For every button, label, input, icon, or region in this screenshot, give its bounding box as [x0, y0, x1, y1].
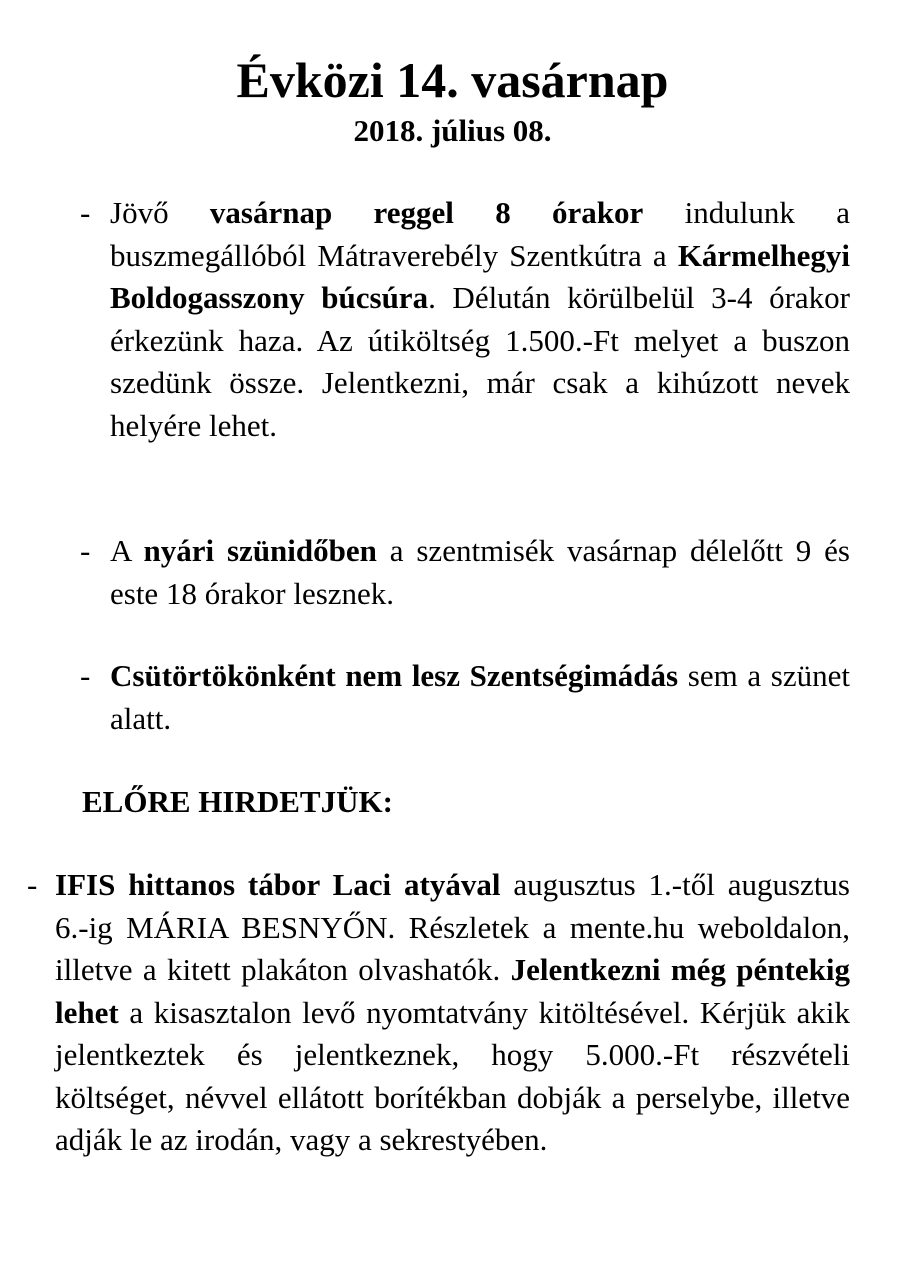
section-heading: ELŐRE HIRDETJÜK:	[82, 784, 393, 819]
announcement-item-youth-camp	[55, 864, 850, 1162]
bullet-dash: -	[27, 867, 38, 902]
page-date: 2018. július 08.	[353, 113, 552, 148]
announcement-item-summer-masses	[110, 530, 850, 615]
bullet-dash: -	[80, 533, 91, 568]
page-title: Évközi 14. vasárnap	[236, 52, 669, 108]
item-text: augusztus 1.-től augusztus 6.-ig MÁRIA BESNYŐN. Részletek a mente.hu weboldalon, illetve a kitett plakáton olvashatók.	[55, 867, 850, 987]
item-text: a kisasztalon levő nyomtatvány kitöltésével. Kérjük akik jelentkeztek és jelentkeznek, hogy 5.000.-Ft részvételi költséget, névvel ellátott borítékban dobják a perselybe, illetve adják le az irodán, vagy a sekrestyében.	[55, 994, 850, 1157]
announcement-item-bus-trip	[110, 192, 850, 447]
item-text: Jövő	[110, 195, 210, 230]
bullet-dash: -	[80, 195, 91, 230]
item-text: sem a szünet alatt.	[110, 658, 850, 736]
item-bold-text: vasárnap reggel 8 órakor	[209, 195, 644, 230]
bullet-dash: -	[80, 658, 91, 693]
item-text: indulunk a buszmegállóból Mátraverebély Szentkútra a	[110, 195, 850, 273]
item-bold-text: IFIS hittanos tábor Laci atyával	[55, 867, 501, 902]
item-text: A	[110, 533, 144, 568]
announcement-item-adoration	[110, 655, 850, 740]
item-bold-text: Csütörtökönként nem lesz Szentségimádás	[110, 658, 679, 693]
item-bold-text: Kármelhegyi Boldogasszony búcsúra	[110, 237, 850, 315]
item-bold-text: nyári szünidőben	[143, 533, 377, 568]
item-text: . Délután körülbelül 3-4 órakor érkezünk haza. Az útiköltség 1.500.-Ft melyet a buszon szedünk össze. Jelentkezni, már csak a kihúzott nevek helyére lehet.	[110, 280, 851, 443]
item-bold-text: Jelentkezni még péntekig lehet	[55, 952, 850, 1030]
item-text: a szentmisék vasárnap délelőtt 9 és este 18 órakor lesznek.	[110, 533, 850, 611]
